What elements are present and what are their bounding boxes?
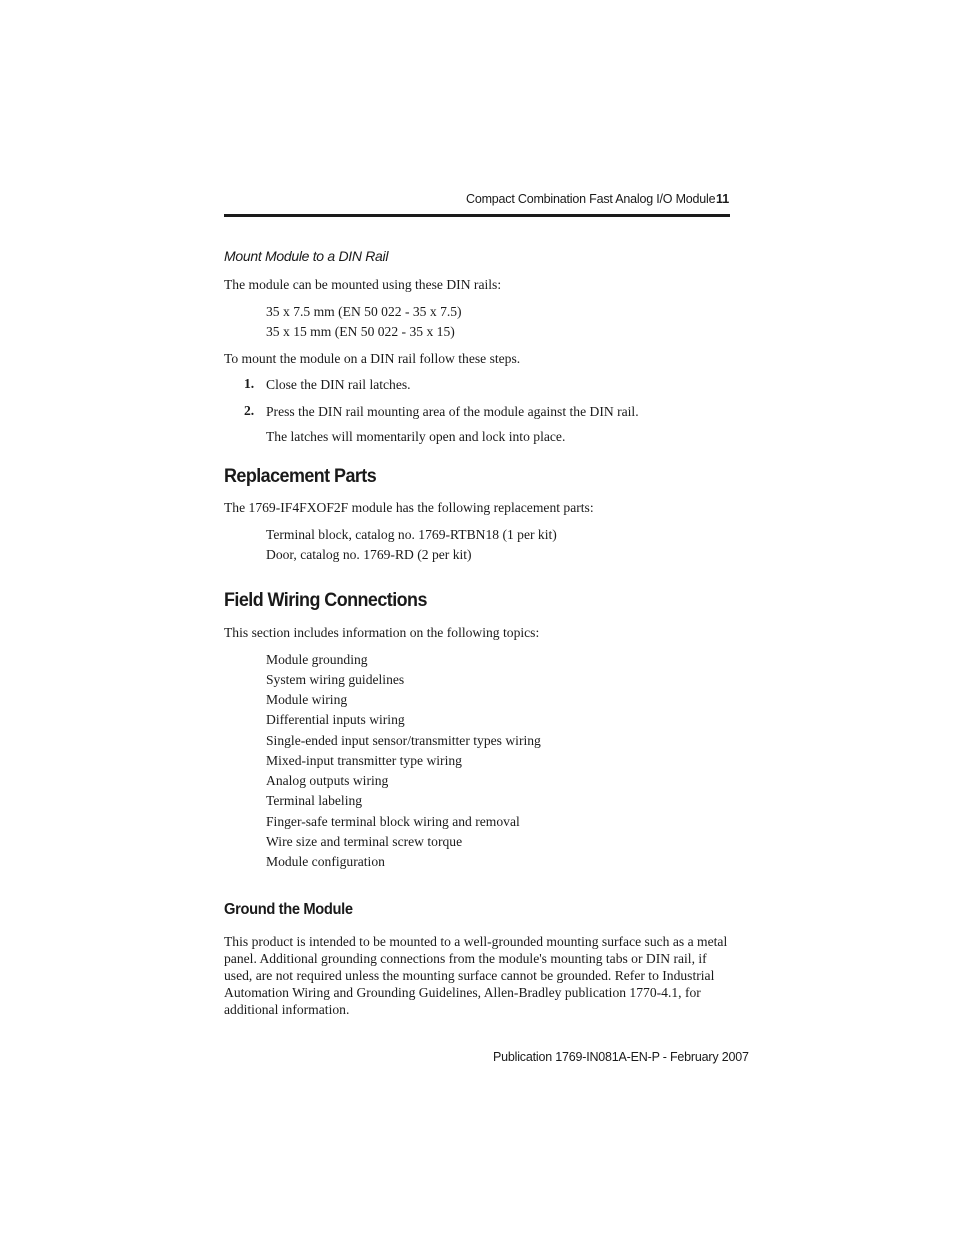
topic-item: Module configuration — [266, 854, 385, 869]
step-number: 2. — [244, 403, 255, 418]
din-rail-item: 35 x 7.5 mm (EN 50 022 - 35 x 7.5) — [266, 304, 462, 319]
ground-module-heading: Ground the Module — [224, 901, 353, 918]
header-rule — [224, 214, 730, 217]
topic-item: Finger-safe terminal block wiring and removal — [266, 814, 520, 829]
din-rail-steps-intro: To mount the module on a DIN rail follow these steps. — [224, 351, 521, 366]
topic-item: Module wiring — [266, 692, 348, 707]
din-rail-heading: Mount Module to a DIN Rail — [224, 248, 389, 264]
replacement-part-item: Door, catalog no. 1769-RD (2 per kit) — [266, 547, 472, 562]
publication-footer: Publication 1769-IN081A-EN-P - February 2007 — [493, 1050, 749, 1064]
topic-item: Analog outputs wiring — [266, 773, 389, 788]
topic-item: Mixed-input transmitter type wiring — [266, 753, 462, 768]
step-note: The latches will momentarily open and lock into place. — [266, 429, 566, 444]
replacement-parts-heading: Replacement Parts — [224, 465, 377, 487]
running-header-title: Compact Combination Fast Analog I/O Module — [466, 192, 716, 206]
topic-item: Wire size and terminal screw torque — [266, 834, 463, 849]
field-wiring-heading: Field Wiring Connections — [224, 589, 427, 611]
topic-item: Module grounding — [266, 652, 368, 667]
replacement-part-item: Terminal block, catalog no. 1769-RTBN18 (1 per kit) — [266, 527, 557, 542]
din-rail-intro: The module can be mounted using these DIN rails: — [224, 277, 502, 292]
ground-module-paragraph: This product is intended to be mounted to a well-grounded mounting surface such as a metal panel. Additional grounding connections from the module's mounting tabs or DIN rail, if used, are not required unless the mounting surface cannot be grounded. Refer to Industrial Automation Wiring and Grounding Guidelines, Allen-Bradley publication 1770-4.1, for additional information. — [224, 934, 728, 1017]
topic-item: Differential inputs wiring — [266, 712, 405, 727]
topic-item: Terminal labeling — [266, 793, 363, 808]
step-text: Press the DIN rail mounting area of the module against the DIN rail. — [266, 404, 639, 419]
field-wiring-intro: This section includes information on the following topics: — [224, 625, 540, 640]
step-number: 1. — [244, 376, 255, 391]
step-text: Close the DIN rail latches. — [266, 377, 411, 392]
topic-item: System wiring guidelines — [266, 672, 405, 687]
topic-item: Single-ended input sensor/transmitter types wiring — [266, 733, 541, 748]
replacement-parts-intro: The 1769-IF4FXOF2F module has the following replacement parts: — [224, 500, 594, 515]
page-number: 11 — [716, 192, 730, 206]
din-rail-item: 35 x 15 mm (EN 50 022 - 35 x 15) — [266, 324, 455, 339]
